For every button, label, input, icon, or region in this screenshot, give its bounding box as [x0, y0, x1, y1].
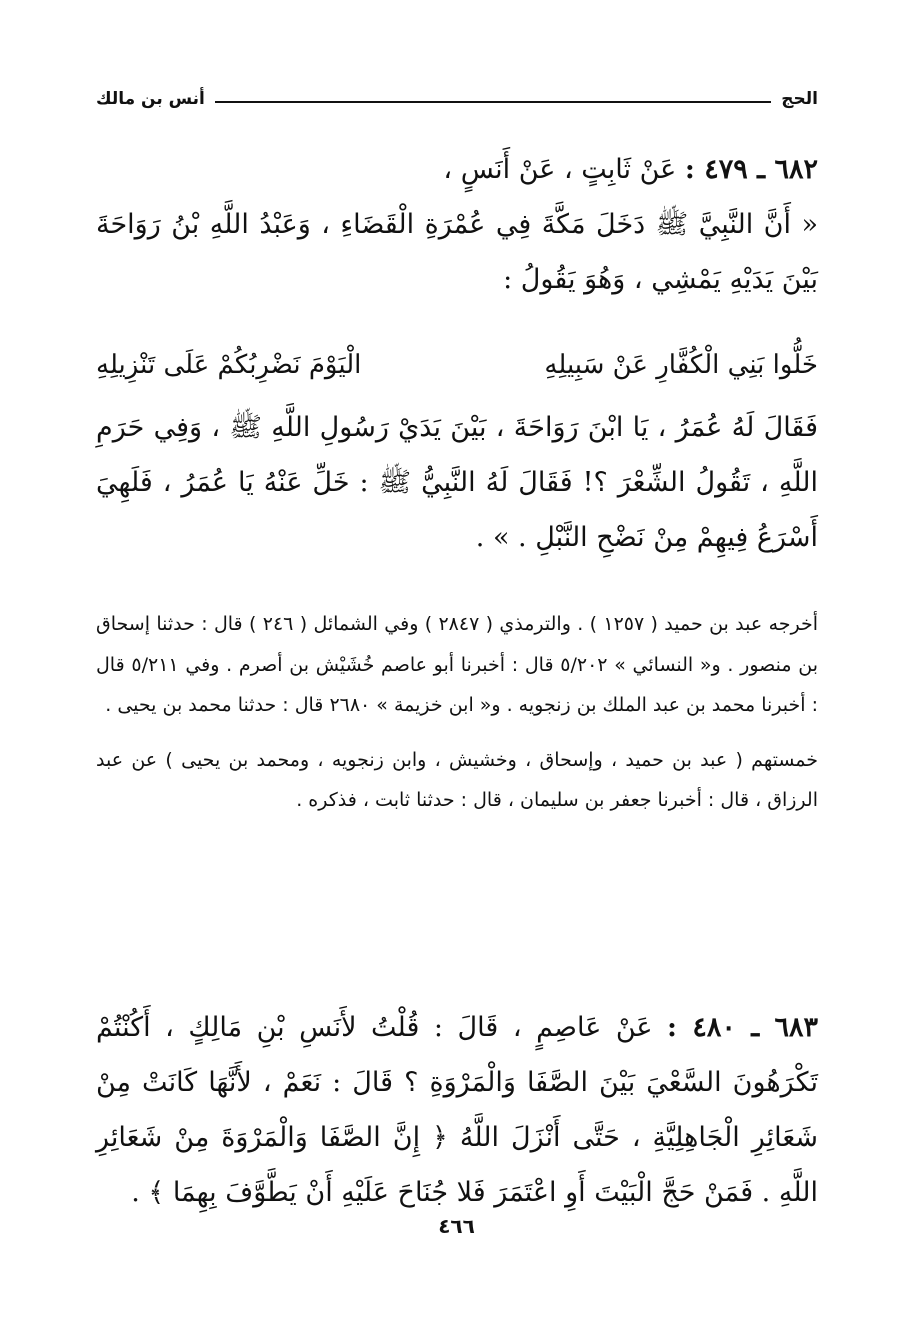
hadith-matn: « أَنَّ النَّبِيَّ ﷺ دَخَلَ مَكَّةَ فِي عُمْرَةِ الْقَضَاءِ ، وَعَبْدُ اللَّهِ بْنُ رَوَاحَةَ بَيْنَ يَدَيْهِ يَمْشِي ، وَهُوَ يَقُولُ :: [96, 209, 818, 295]
poetry-verse: [96, 340, 818, 390]
section-title: الحج: [781, 89, 818, 109]
narrator-title: أنس بن مالك: [96, 89, 205, 109]
hadith-683: [96, 1000, 818, 1220]
hadith-682-continuation: [96, 400, 818, 565]
hadith-682-intro: [96, 142, 818, 197]
verse-first-hemistich: خَلُّوا بَنِي الْكُفَّارِ عَنْ سَبِيلِهِ: [544, 350, 818, 380]
takhrij-paragraph-2: خمستهم ( عبد بن حميد ، وإسحاق ، وخشيش ، وابن زنجويه ، ومحمد بن يحيى ) عن عبد الرزاق ، قال : أخبرنا جعفر بن سليمان ، قال : حدثنا ثابت ، فذكره .: [96, 748, 818, 811]
takhrij-paragraph-1: أخرجه عبد بن حميد ( ١٢٥٧ ) . والترمذي ( ٢٨٤٧ ) وفي الشمائل ( ٢٤٦ ) قال : حدثنا إسحاق بن منصور . و« النسائي » ٥/٢٠٢ قال : أخبرنا أبو عاصم خُشَيْش بن أصرم . وفي ٥/٢١١ قال : أخبرنا محمد بن عبد الملك بن زنجويه . و« ابن خزيمة » ٢٦٨٠ قال : حدثنا محمد بن يحيى .: [96, 613, 819, 716]
hadith-continuation-text: فَقَالَ لَهُ عُمَرُ ، يَا ابْنَ رَوَاحَةَ ، بَيْنَ يَدَيْ رَسُولِ اللَّهِ ﷺ ، وَفِي حَرَمِ اللَّهِ ، تَقُولُ الشِّعْرَ ؟! فَقَالَ لَهُ النَّبِيُّ ﷺ : خَلِّ عَنْهُ يَا عُمَرُ ، فَلَهِيَ أَسْرَعُ فِيهِمْ مِنْ نَضْحِ النَّبْلِ . » .: [96, 412, 818, 553]
header-rule: [215, 101, 771, 103]
verse-second-hemistich: الْيَوْمَ نَضْرِبُكُمْ عَلَى تَنْزِيلِهِ: [96, 350, 362, 380]
hadith-682: [96, 142, 818, 307]
hadith-number: ٦٨٢ ـ ٤٧٩ :: [684, 154, 818, 185]
hadith-isnad: عَنْ ثَابِتٍ ، عَنْ أَنَسٍ ،: [443, 154, 677, 185]
page-number: ٤٦٦: [438, 1214, 475, 1238]
running-header: [96, 82, 818, 116]
hadith-683-text: [96, 1000, 818, 1220]
hadith-683-body: عَنْ عَاصِمٍ ، قَالَ : قُلْتُ لأَنَسِ بْنِ مَالِكٍ ، أَكُنْتُمْ تَكْرَهُونَ السَّعْيَ بَيْنَ الصَّفَا وَالْمَرْوَةِ ؟ قَالَ : نَعَمْ ، لأَنَّهَا كَانَتْ مِنْ شَعَائِرِ الْجَاهِلِيَّةِ ، حَتَّى أَنْزَلَ اللَّهُ ﴿ إِنَّ الصَّفَا وَالْمَرْوَةَ مِنْ شَعَائِرِ اللَّهِ . فَمَنْ حَجَّ الْبَيْتَ أَوِ اعْتَمَرَ فَلا جُنَاحَ عَلَيْهِ أَنْ يَطَّوَّفَ بِهِمَا ﴾ .: [96, 1012, 818, 1208]
hadith-number: ٦٨٣ ـ ٤٨٠ :: [667, 1012, 818, 1043]
takhrij-682: [96, 604, 818, 821]
